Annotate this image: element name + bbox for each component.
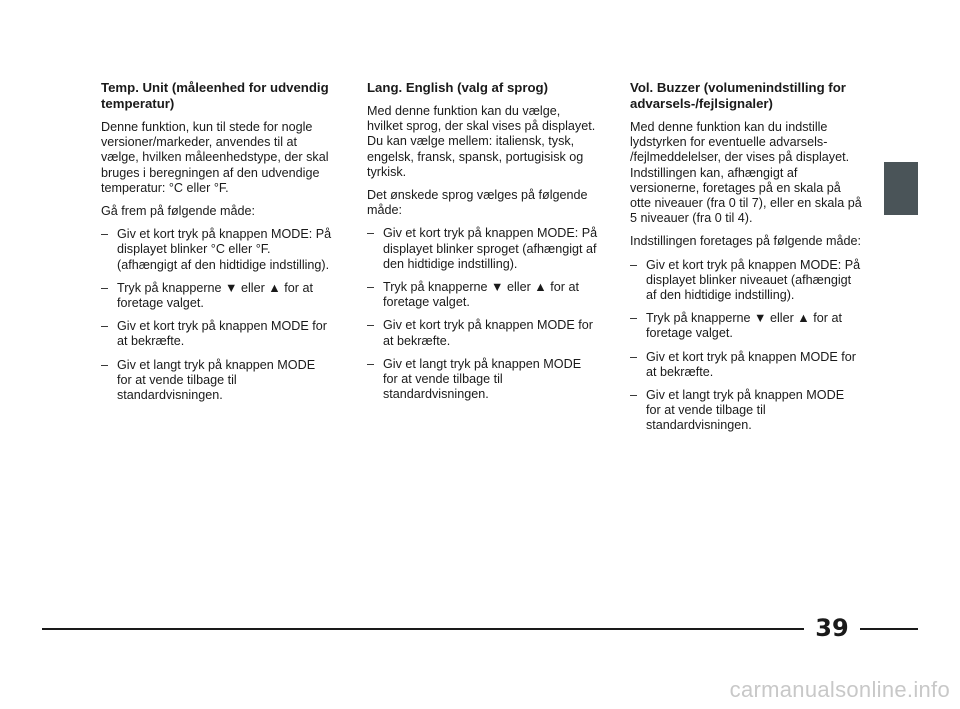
dash-bullet: – (367, 356, 375, 371)
step-text: Giv et kort tryk på knappen MODE for at bekræfte. (117, 319, 327, 349)
dash-bullet: – (367, 226, 375, 241)
dash-bullet: – (101, 227, 109, 242)
dash-bullet: – (101, 319, 109, 334)
column-language (367, 80, 599, 410)
footer-rule-right (860, 628, 918, 630)
step-item (367, 357, 599, 403)
step-list (101, 227, 333, 403)
column-vol-buzzer (630, 80, 862, 442)
dash-bullet: – (101, 280, 109, 295)
step-text: Giv et langt tryk på knappen MODE for at vende tilbage til standardvisningen. (383, 356, 582, 402)
step-item (101, 358, 333, 404)
step-item (630, 388, 862, 434)
step-item (101, 227, 333, 273)
dash-bullet: – (101, 357, 109, 372)
dash-bullet: – (630, 349, 638, 364)
watermark-text: carmanualsonline.info (729, 677, 950, 702)
step-text: Giv et kort tryk på knappen MODE: På displayet blinker niveauet (afhængigt af den hidtidige indstilling). (646, 257, 861, 303)
section-heading: Vol. Buzzer (volumenindstilling for advarsels-/fejlsignaler) (630, 80, 846, 111)
section-heading: Lang. English (valg af sprog) (367, 80, 548, 95)
step-text: Giv et langt tryk på knappen MODE for at vende tilbage til standardvisningen. (117, 357, 316, 403)
paragraph: Med denne funktion kan du indstille lydstyrken for eventuelle advarsels- /fejlmeddelelser, der vises på displayet. Indstillingen kan, afhængigt af versionerne, foretages på en skala på otte niveauer (fra 0 til 7), eller en skala på 5 niveauer (fra 0 til 4). (630, 120, 862, 226)
step-text: Tryk på knapperne ▼ eller ▲ for at foretage valget. (646, 311, 842, 341)
step-item (101, 281, 333, 311)
step-item (367, 280, 599, 310)
dash-bullet: – (630, 388, 638, 403)
section-heading: Temp. Unit (måleenhed for udvendig temperatur) (101, 80, 329, 111)
step-item (630, 311, 862, 341)
step-list (367, 226, 599, 402)
step-item (101, 319, 333, 349)
step-text: Giv et kort tryk på knappen MODE: På displayet blinker sproget (afhængigt af den hidtidige indstilling). (383, 226, 598, 271)
step-item (367, 226, 599, 272)
paragraph: Gå frem på følgende måde: (101, 204, 256, 219)
step-item (630, 350, 862, 380)
page-number: 39 (815, 614, 849, 642)
step-text: Tryk på knapperne ▼ eller ▲ for at foretage valget. (117, 280, 313, 311)
step-item (367, 318, 599, 348)
step-item (630, 258, 862, 304)
paragraph: Med denne funktion kan du vælge, hvilket sprog, der skal vises på displayet. Du kan vælge mellem: italiensk, tysk, engelsk, fransk, spansk, portugisisk og tyrkisk. (367, 104, 596, 179)
step-text: Giv et kort tryk på knappen MODE for at bekræfte. (383, 318, 593, 348)
dash-bullet: – (367, 318, 375, 333)
dash-bullet: – (630, 257, 638, 272)
step-text: Giv et kort tryk på knappen MODE for at bekræfte. (646, 349, 856, 379)
paragraph: Denne funktion, kun til stede for nogle versioner/markeder, anvendes til at vælge, hvilken måleenhedstype, der skal bruges i beregningen af den udvendige temperatur: °C eller °F. (101, 120, 329, 195)
column-temp-unit (101, 80, 333, 411)
footer-rule-left (42, 628, 804, 630)
step-list (630, 258, 862, 434)
paragraph: Det ønskede sprog vælges på følgende måde: (367, 188, 588, 218)
dash-bullet: – (630, 311, 638, 326)
step-text: Giv et langt tryk på knappen MODE for at vende tilbage til standardvisningen. (646, 388, 845, 433)
chapter-tab-marker (884, 162, 918, 215)
dash-bullet: – (367, 280, 375, 295)
step-text: Tryk på knapperne ▼ eller ▲ for at foretage valget. (383, 280, 579, 310)
step-text: Giv et kort tryk på knappen MODE: På displayet blinker °C eller °F. (afhængigt af den hidtidige indstilling). (117, 227, 332, 272)
paragraph: Indstillingen foretages på følgende måde: (630, 234, 862, 249)
